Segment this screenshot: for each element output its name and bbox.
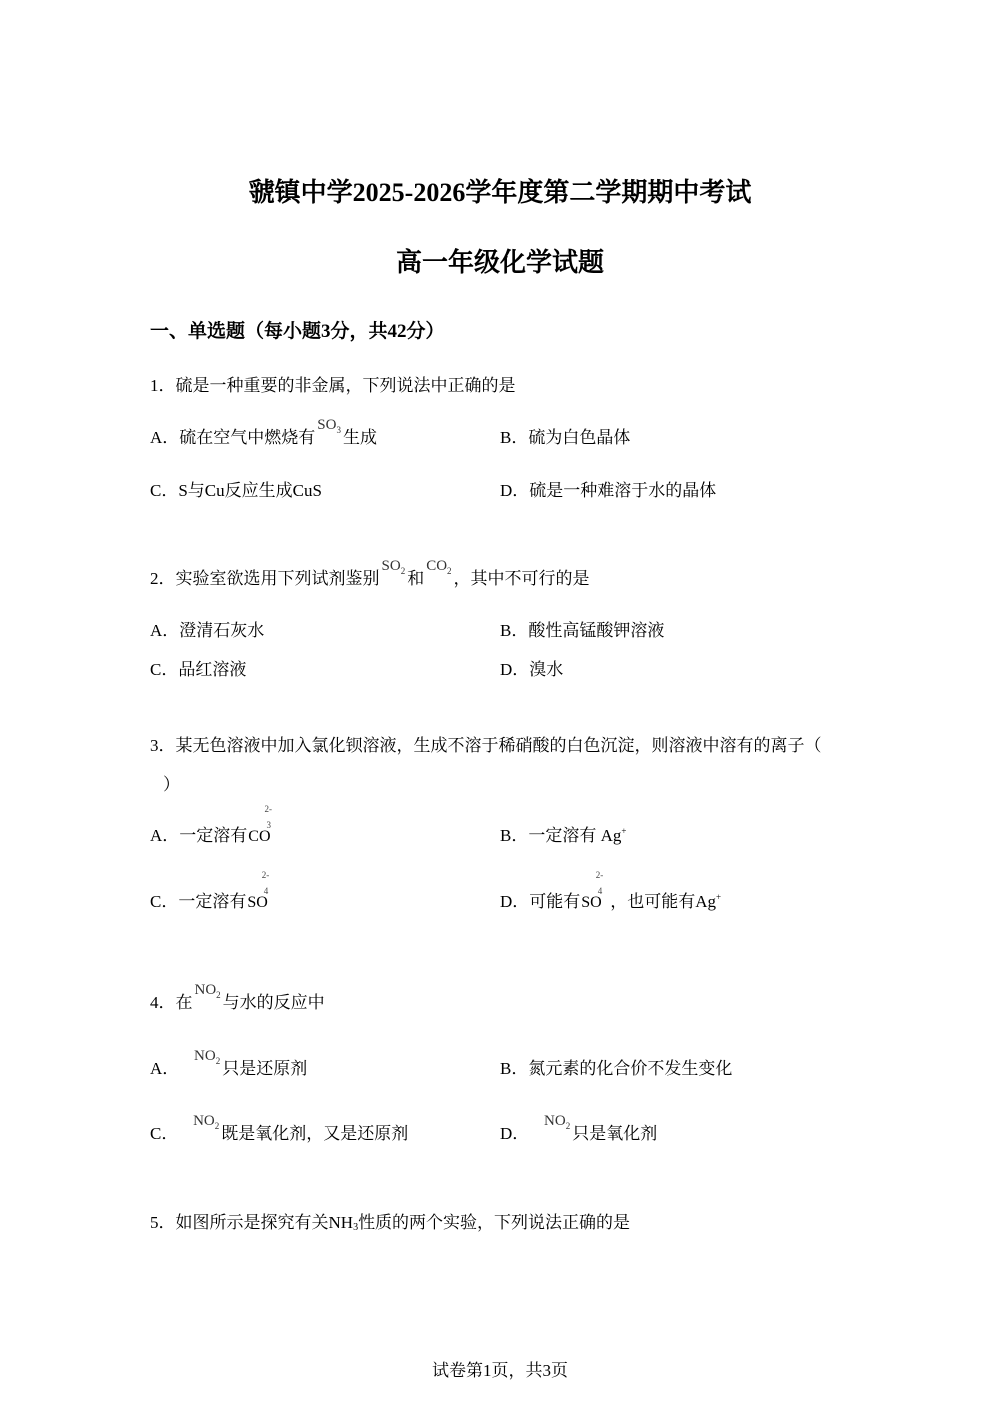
question-5-stem [150, 1208, 630, 1233]
ion-silver [695, 892, 721, 911]
ion-carbonate [248, 804, 273, 846]
formula-subscript: 2 [215, 1056, 221, 1066]
stem-text: 4．在 [150, 993, 193, 1012]
question-1-option-a [150, 417, 377, 449]
formula-body: SO [317, 417, 337, 433]
page-footer: 试卷第1页，共3页 [432, 1361, 568, 1380]
formula-subscript: 2 [214, 1121, 220, 1131]
question-1-stem: 1．硫是一种重要的非金属，下列说法中正确的是 [150, 376, 516, 395]
question-2-option-a: A．澄清石灰水 [150, 621, 265, 640]
ion-body: Ag [600, 826, 622, 845]
formula-subscript: 2 [216, 990, 221, 1000]
formula-nh3 [329, 1213, 359, 1232]
question-2-option-c: C．品红溶液 [150, 660, 247, 679]
question-3-option-a [150, 804, 273, 846]
ion-body: Ag [695, 892, 717, 911]
question-4-option-d [500, 1113, 658, 1145]
question-1-option-c: C．S与Cu反应生成CuS [150, 481, 322, 500]
formula-so2 [382, 558, 406, 576]
option-a-tail: 只是还原剂 [222, 1059, 308, 1078]
section-heading: 一、单选题（每小题3分，共42分） [150, 321, 445, 342]
question-4-option-a [150, 1048, 308, 1080]
question-3-stem-line1: 3．某无色溶液中加入氯化钡溶液，生成不溶于稀硝酸的白色沉淀，则溶液中溶有的离子（ [150, 736, 822, 755]
formula-body: NO [544, 1113, 566, 1129]
question-3-option-c [150, 870, 270, 912]
option-d-tail: 只是氧化剂 [572, 1124, 658, 1143]
formula-body: NO [194, 1048, 216, 1064]
question-4-stem [150, 982, 325, 1014]
formula-body: SO [381, 558, 401, 574]
formula-body: NO [193, 1113, 215, 1129]
stem-text: 5．如图所示是探究有关 [150, 1213, 329, 1232]
option-c-text: C．一定溶有 [150, 892, 247, 911]
question-3-option-b [500, 821, 626, 846]
formula-body: NO [194, 982, 217, 998]
ion-body: SO [247, 894, 268, 911]
ion-charge: 2- [595, 870, 604, 880]
ion-charge: 2- [264, 804, 273, 814]
formula-body: NH [328, 1213, 354, 1232]
formula-co2 [426, 558, 451, 576]
formula-subscript: 3 [353, 1222, 359, 1233]
stem-tail: 性质的两个实验，下列说法正确的是 [358, 1213, 631, 1232]
exam-title: 虢镇中学2025-2026学年度第二学期期中考试 [248, 178, 752, 207]
option-d-text: D． [500, 1124, 530, 1143]
formula-no2 [194, 1048, 220, 1066]
formula-no2 [544, 1113, 570, 1131]
exam-subtitle: 高一年级化学试题 [395, 248, 604, 277]
ion-charge: 2- [261, 870, 270, 880]
question-4-option-b: B．氮元素的化合价不发生变化 [500, 1059, 733, 1078]
ion-sulfate [581, 870, 604, 912]
option-d-connector: ，也可能有 [610, 892, 696, 911]
formula-body: CO [426, 558, 448, 574]
question-3-option-d [500, 870, 722, 912]
formula-subscript: 2 [400, 566, 406, 576]
formula-subscript: 3 [336, 425, 341, 435]
ion-body: SO [581, 894, 602, 911]
question-2-option-d: D．溴水 [500, 660, 564, 679]
ion-subscript: 4 [263, 886, 269, 896]
ion-body: CO [248, 828, 271, 845]
option-a-text: A．硫在空气中燃烧有 [150, 428, 316, 447]
formula-no2 [195, 982, 221, 1000]
option-d-text: D．可能有 [500, 892, 581, 911]
question-4-option-c [150, 1113, 409, 1145]
formula-subscript: 2 [447, 566, 452, 576]
ion-subscript: 3 [266, 820, 272, 830]
stem-connector: 和 [407, 569, 425, 588]
option-a-text: A．一定溶有 [150, 826, 248, 845]
question-2-option-b: B．酸性高锰酸钾溶液 [500, 621, 665, 640]
question-1-option-b: B．硫为白色晶体 [500, 428, 631, 447]
question-1-option-d: D．硫是一种难溶于水的晶体 [500, 481, 717, 500]
formula-no2 [193, 1113, 219, 1131]
ion-silver [601, 826, 627, 845]
option-c-tail: 既是氧化剂，又是还原剂 [221, 1124, 409, 1143]
option-c-text: C． [150, 1124, 179, 1143]
question-3-stem-line2: ） [163, 775, 180, 794]
option-a-text: A． [150, 1059, 180, 1078]
option-b-text: B．一定溶有 [500, 826, 597, 845]
stem-text: 2．实验室欲选用下列试剂鉴别 [150, 569, 380, 588]
formula-subscript: 2 [565, 1121, 571, 1131]
ion-subscript: 4 [597, 886, 603, 896]
ion-charge: + [621, 826, 627, 836]
ion-charge: + [716, 892, 722, 902]
formula-so3 [317, 417, 341, 435]
ion-sulfate [247, 870, 270, 912]
stem-tail: ，其中不可行的是 [453, 569, 590, 588]
stem-tail: 与水的反应中 [222, 993, 325, 1012]
option-a-tail: 生成 [342, 428, 377, 447]
question-2-stem [150, 558, 590, 590]
